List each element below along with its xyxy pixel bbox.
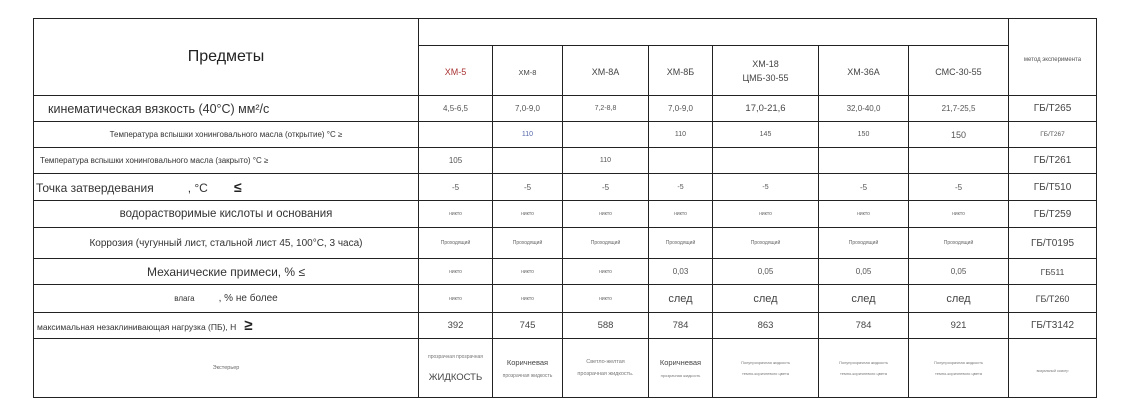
appearance-top: Коричневая xyxy=(659,358,702,367)
cell-value xyxy=(909,148,1009,174)
cell-value: 4,5-6,5 xyxy=(419,96,493,122)
cell-value: Проходящий xyxy=(909,228,1009,259)
cell-appearance xyxy=(819,339,909,398)
grade-xm8b xyxy=(649,46,713,96)
row-pour-point xyxy=(34,174,1097,201)
cell-value: 105 xyxy=(419,148,493,174)
row-viscosity xyxy=(34,96,1097,122)
row-label: влага xyxy=(174,294,195,303)
cell-value: -5 xyxy=(419,174,493,201)
cell-value: никто xyxy=(563,259,649,285)
row-label: Температура вспышки хонинговального масла (закрыто) °С ≥ xyxy=(34,148,419,174)
row-label: Температура вспышки хонинговального масла (открытие) °С ≥ xyxy=(34,122,419,148)
row-unit: , % не более xyxy=(218,293,278,304)
cell-value: 32,0-40,0 xyxy=(819,96,909,122)
cell-value: Проходящий xyxy=(713,228,819,259)
cell-value: 588 xyxy=(563,313,649,339)
cell-value: -5 xyxy=(563,174,649,201)
cell-value: 150 xyxy=(909,122,1009,148)
appearance-bottom: прозрачная жидкость xyxy=(660,373,701,378)
grade-label: ХМ-36А xyxy=(847,66,880,77)
appearance-bottom: темно-коричневого цвета xyxy=(839,371,887,376)
cell-method: ГБ/Т260 xyxy=(1009,285,1097,313)
cell-value: никто xyxy=(493,201,563,228)
subjects-title: Предметы xyxy=(187,48,265,65)
cell-value xyxy=(419,122,493,148)
greater-equal-symbol: ≥ xyxy=(244,317,253,334)
grades-group-header xyxy=(419,19,1009,46)
spec-table-container xyxy=(33,18,1096,398)
grade-label: ХМ-18 xyxy=(752,58,779,69)
header-row-top xyxy=(34,19,1097,46)
appearance-method: визуальный осмотр xyxy=(1036,369,1069,373)
cell-value: 745 xyxy=(493,313,563,339)
cell-appearance xyxy=(909,339,1009,398)
grade-label: ХМ-8Б xyxy=(666,66,695,77)
grade-cmc3055 xyxy=(909,46,1009,96)
cell-value: 0,05 xyxy=(819,259,909,285)
cell-value: -5 xyxy=(713,174,819,201)
cell-value: след xyxy=(819,285,909,313)
grade-label: ХМ-5 xyxy=(444,66,467,77)
appearance-bottom: темно-коричневого цвета xyxy=(934,371,982,376)
cell-appearance xyxy=(649,339,713,398)
row-flash-open xyxy=(34,122,1097,148)
cell-value: 150 xyxy=(819,122,909,148)
cell-value: Проходящий xyxy=(419,228,493,259)
cell-value: -5 xyxy=(819,174,909,201)
subjects-header xyxy=(34,19,419,96)
cell-appearance xyxy=(419,339,493,398)
cell-method xyxy=(1009,339,1097,398)
grade-label: ЦМБ-30-55 xyxy=(742,72,789,83)
cell-value: 7,0-9,0 xyxy=(649,96,713,122)
cell-method: ГБ/Т0195 xyxy=(1009,228,1097,259)
row-label: Механические примеси, % ≤ xyxy=(34,259,419,285)
specification-table xyxy=(33,18,1097,398)
cell-value: 921 xyxy=(909,313,1009,339)
cell-value: никто xyxy=(563,285,649,313)
appearance-top: Полупрозрачная жидкость xyxy=(740,360,791,365)
cell-value: Проходящий xyxy=(819,228,909,259)
cell-value: никто xyxy=(563,201,649,228)
row-label: Точка затвердевания xyxy=(36,181,154,195)
cell-value: Проходящий xyxy=(493,228,563,259)
cell-value: 7,0-9,0 xyxy=(493,96,563,122)
grade-label: СМС-30-55 xyxy=(935,66,982,77)
cell-value: никто xyxy=(419,285,493,313)
cell-value: Проходящий xyxy=(563,228,649,259)
cell-value: 110 xyxy=(563,148,649,174)
cell-value: Проходящий xyxy=(649,228,713,259)
cell-method: ГБ/Т510 xyxy=(1009,174,1097,201)
cell-appearance xyxy=(713,339,819,398)
cell-value: след xyxy=(649,285,713,313)
appearance-top: Светло-желтая xyxy=(586,359,625,365)
cell-value: никто xyxy=(909,201,1009,228)
cell-value xyxy=(563,122,649,148)
grade-xm36a xyxy=(819,46,909,96)
cell-value: 110 xyxy=(493,122,563,148)
method-title: метод эксперимента xyxy=(1023,57,1082,63)
appearance-bottom: прозрачная жидкость xyxy=(502,372,553,379)
row-load xyxy=(34,313,1097,339)
method-header xyxy=(1009,19,1097,96)
appearance-top: Коричневая xyxy=(506,357,549,367)
cell-value: 392 xyxy=(419,313,493,339)
appearance-top: прозрачная прозрачная xyxy=(427,353,483,360)
cell-value: никто xyxy=(649,201,713,228)
cell-value: никто xyxy=(419,259,493,285)
row-label: максимальная незаклинивающая нагрузка (ПБ), Н xyxy=(37,322,237,332)
cell-value xyxy=(713,148,819,174)
cell-value: 0,03 xyxy=(649,259,713,285)
grade-xm8a xyxy=(563,46,649,96)
appearance-bottom: темно-коричневого цвета xyxy=(741,371,789,376)
cell-value: никто xyxy=(493,285,563,313)
cell-value xyxy=(493,148,563,174)
row-acids xyxy=(34,201,1097,228)
row-label-cell xyxy=(34,174,419,201)
cell-value: 145 xyxy=(713,122,819,148)
cell-value: никто xyxy=(713,201,819,228)
row-label-cell xyxy=(34,285,419,313)
cell-method: ГБ/Т3142 xyxy=(1009,313,1097,339)
row-impurities xyxy=(34,259,1097,285)
grade-xm18 xyxy=(713,46,819,96)
cell-method: ГБ/Т259 xyxy=(1009,201,1097,228)
cell-method: ГБ/Т261 xyxy=(1009,148,1097,174)
cell-value: 17,0-21,6 xyxy=(713,96,819,122)
row-label: водорастворимые кислоты и основания xyxy=(34,201,419,228)
row-label: Экстерьер xyxy=(34,339,419,398)
appearance-top: Полупрозрачная жидкость xyxy=(838,360,889,365)
cell-method: ГБ511 xyxy=(1009,259,1097,285)
cell-appearance xyxy=(563,339,649,398)
row-appearance xyxy=(34,339,1097,398)
cell-value: никто xyxy=(493,259,563,285)
cell-value: -5 xyxy=(649,174,713,201)
cell-value: никто xyxy=(419,201,493,228)
row-label: Коррозия (чугунный лист, стальной лист 45, 100°С, 3 часа) xyxy=(34,228,419,259)
cell-appearance xyxy=(493,339,563,398)
cell-value: 7,2-8,8 xyxy=(563,96,649,122)
grade-label: ХМ-8 xyxy=(518,67,537,77)
less-equal-symbol: ≤ xyxy=(233,179,242,195)
cell-value: 863 xyxy=(713,313,819,339)
cell-value: 110 xyxy=(649,122,713,148)
row-unit: , °C xyxy=(187,181,208,195)
grade-xm8 xyxy=(493,46,563,96)
cell-value: 784 xyxy=(649,313,713,339)
grade-xm5 xyxy=(419,46,493,96)
row-label-cell xyxy=(34,313,419,339)
appearance-top: Полупрозрачная жидкость xyxy=(933,360,984,365)
cell-value: -5 xyxy=(493,174,563,201)
row-moisture xyxy=(34,285,1097,313)
cell-value: след xyxy=(713,285,819,313)
appearance-bottom: ЖИДКОСТЬ xyxy=(428,371,483,383)
cell-value: 0,05 xyxy=(713,259,819,285)
cell-value: -5 xyxy=(909,174,1009,201)
cell-value: 784 xyxy=(819,313,909,339)
row-flash-closed xyxy=(34,148,1097,174)
appearance-bottom: прозрачная жидкость. xyxy=(577,371,634,377)
cell-value xyxy=(649,148,713,174)
cell-value: никто xyxy=(819,201,909,228)
cell-value: 21,7-25,5 xyxy=(909,96,1009,122)
cell-value: 0,05 xyxy=(909,259,1009,285)
row-corrosion xyxy=(34,228,1097,259)
grade-label: ХМ-8А xyxy=(591,66,620,77)
cell-method: ГБ/Т265 xyxy=(1009,96,1097,122)
cell-value xyxy=(819,148,909,174)
cell-method: ГБ/Т267 xyxy=(1009,122,1097,148)
cell-value: след xyxy=(909,285,1009,313)
row-label: кинематическая вязкость (40°С) мм²/с xyxy=(34,96,419,122)
